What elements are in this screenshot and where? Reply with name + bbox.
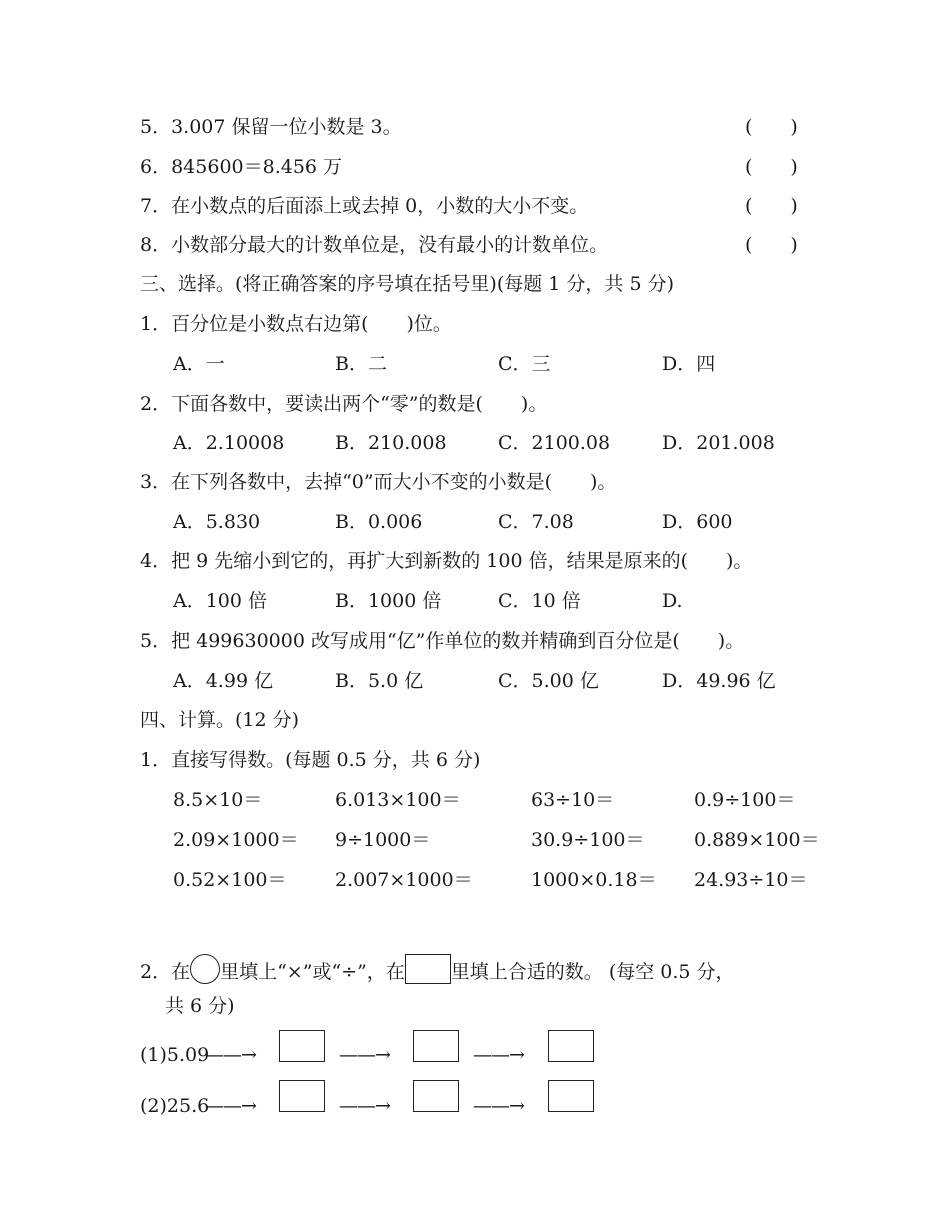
answer-paren-6[interactable]: ( ) (745, 156, 798, 178)
choice-4-option-b[interactable]: B．1000 倍 (335, 590, 442, 612)
calc-expression: 0.52×100＝ (173, 869, 287, 891)
arrow-icon: ——→ (339, 1044, 390, 1066)
arrow-icon: ——→ (205, 1044, 256, 1066)
q2-prefix: 2．在 (140, 961, 191, 983)
choice-4-option-d[interactable]: D. (662, 590, 683, 612)
chain-1-start: (1)5.09 (140, 1044, 210, 1066)
choice-5-option-a[interactable]: A．4.99 亿 (173, 670, 274, 692)
choice-question-1: 1．百分位是小数点右边第( )位。 (140, 313, 452, 335)
calc-expression: 0.9÷100＝ (694, 789, 796, 811)
calc-expression: 30.9÷100＝ (531, 829, 645, 851)
calc-expression: 2.007×1000＝ (335, 869, 473, 891)
choice-question-5: 5．把 499630000 改写成用“亿”作单位的数并精确到百分位是( )。 (140, 630, 745, 652)
judge-item-6: 6．845600＝8.456 万 (140, 156, 343, 178)
choice-4-option-a[interactable]: A．100 倍 (173, 590, 268, 612)
answer-box[interactable] (548, 1030, 594, 1062)
choice-2-option-d[interactable]: D．201.008 (662, 432, 775, 454)
choice-5-option-d[interactable]: D．49.96 亿 (662, 670, 776, 692)
arrow-icon: ——→ (339, 1095, 390, 1117)
choice-1-option-d[interactable]: D．四 (662, 353, 716, 375)
square-blank-icon (405, 954, 451, 984)
answer-box[interactable] (279, 1080, 325, 1112)
q2-mid1: 里填上“×”或“÷”，在 (220, 961, 405, 983)
choice-2-option-c[interactable]: C．2100.08 (498, 432, 611, 454)
calc-expression: 24.93÷10＝ (694, 869, 808, 891)
choice-2-option-a[interactable]: A．2.10008 (173, 432, 285, 454)
calc-question-1: 1．直接写得数。(每题 0.5 分，共 6 分) (140, 749, 481, 771)
judge-item-5: 5．3.007 保留一位小数是 3。 (140, 116, 402, 138)
calc-expression: 63÷10＝ (531, 789, 615, 811)
answer-box[interactable] (413, 1080, 459, 1112)
choice-section-heading: 三、选择。(将正确答案的序号填在括号里)(每题 1 分，共 5 分) (140, 273, 674, 295)
choice-question-3: 3．在下列各数中，去掉“0”而大小不变的小数是( )。 (140, 471, 617, 493)
choice-question-4: 4．把 9 先缩小到它的，再扩大到新数的 100 倍，结果是原来的( )。 (140, 550, 753, 572)
answer-box[interactable] (279, 1030, 325, 1062)
choice-2-option-b[interactable]: B．210.008 (335, 432, 447, 454)
choice-3-option-b[interactable]: B．0.006 (335, 511, 423, 533)
choice-1-option-c[interactable]: C．三 (498, 353, 551, 375)
calc-question-2-cont: 共 6 分) (165, 995, 235, 1017)
answer-box[interactable] (548, 1080, 594, 1112)
arrow-icon: ——→ (473, 1044, 524, 1066)
calc-expression: 9÷1000＝ (335, 829, 431, 851)
arrow-icon: ——→ (205, 1095, 256, 1117)
choice-4-option-c[interactable]: C．10 倍 (498, 590, 581, 612)
choice-3-option-d[interactable]: D．600 (662, 511, 733, 533)
answer-paren-5[interactable]: ( ) (745, 116, 798, 138)
q2-mid2: 里填上合适的数。 (每空 0.5 分， (450, 961, 735, 983)
answer-paren-7[interactable]: ( ) (745, 195, 798, 217)
calc-expression: 0.889×100＝ (694, 829, 820, 851)
calc-expression: 2.09×1000＝ (173, 829, 299, 851)
choice-5-option-c[interactable]: C．5.00 亿 (498, 670, 599, 692)
choice-5-option-b[interactable]: B．5.0 亿 (335, 670, 424, 692)
answer-box[interactable] (413, 1030, 459, 1062)
choice-question-2: 2．下面各数中，要读出两个“零”的数是( )。 (140, 393, 548, 415)
chain-2-start: (2)25.6 (140, 1095, 210, 1117)
choice-1-option-a[interactable]: A．一 (173, 353, 225, 375)
calc-expression: 8.5×10＝ (173, 789, 263, 811)
choice-1-option-b[interactable]: B．二 (335, 353, 387, 375)
answer-paren-8[interactable]: ( ) (745, 234, 798, 256)
arrow-icon: ——→ (473, 1095, 524, 1117)
calc-section-heading: 四、计算。(12 分) (140, 709, 300, 731)
calc-expression: 6.013×100＝ (335, 789, 461, 811)
choice-3-option-c[interactable]: C．7.08 (498, 511, 574, 533)
judge-item-7: 7．在小数点的后面添上或去掉 0，小数的大小不变。 (140, 195, 589, 217)
calc-question-2 (140, 954, 735, 984)
calc-expression: 1000×0.18＝ (531, 869, 657, 891)
judge-item-8: 8．小数部分最大的计数单位是，没有最小的计数单位。 (140, 234, 609, 256)
circle-blank-icon (190, 954, 220, 984)
choice-3-option-a[interactable]: A．5.830 (173, 511, 261, 533)
